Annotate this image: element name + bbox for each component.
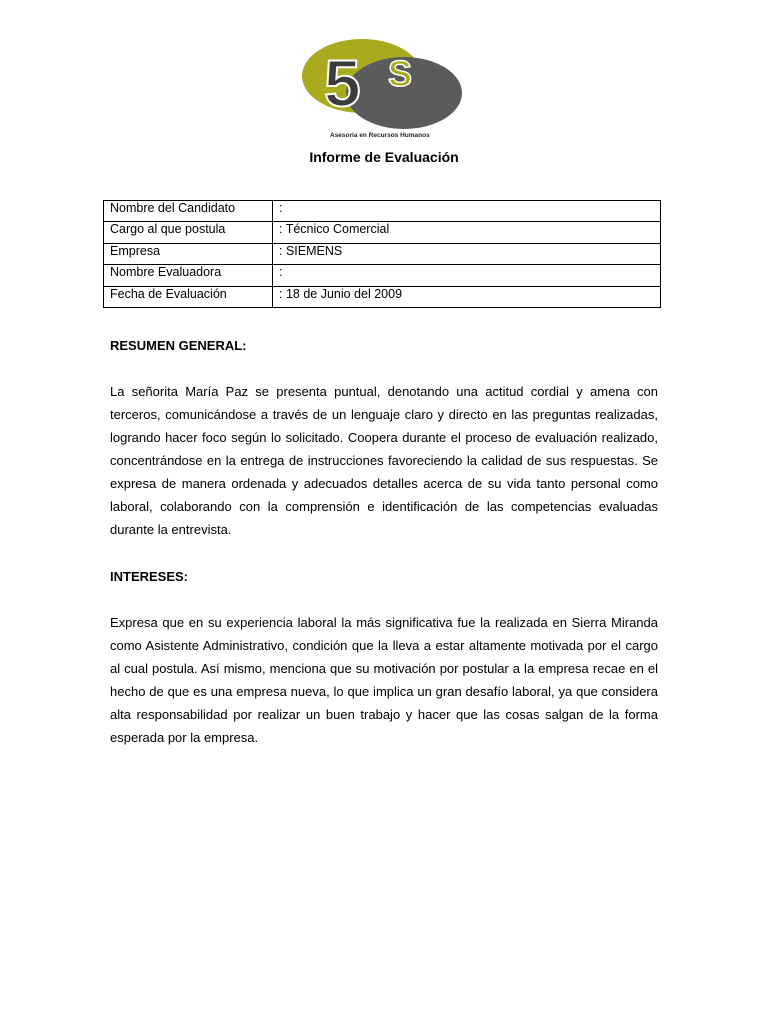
table-row [104,243,661,264]
resumen-heading: RESUMEN GENERAL: [110,338,247,353]
report-title: Informe de Evaluación [309,149,459,165]
table-row [104,222,661,243]
table-row [104,201,661,222]
field-label: Empresa [104,243,273,264]
candidate-info-table [103,200,661,308]
logo-caption: Asesoría en Recursos Humanos [330,132,430,139]
field-label: Cargo al que postula [104,222,273,243]
field-label: Nombre Evaluadora [104,265,273,286]
svg-text:5: 5 [324,46,361,120]
intereses-paragraph: Expresa que en su experiencia laboral la más significativa fue la realizada en Sierra Miranda como Asistente Administrativo, condición que la lleva a estar altamente motivada por el cargo al cual postula. Así mismo, menciona que su motivación por postular a la empresa recae en el hecho de que es una empresa nueva, lo que implica un gran desafío laboral, ya que considera alta responsabilidad por realizar un buen trabajo y hacer que las cosas salgan de la forma esperada por la empresa. [110,615,658,745]
field-label: Fecha de Evaluación [104,286,273,307]
table-row [104,286,661,307]
field-value: : [273,201,661,222]
company-logo [300,36,466,144]
intereses-heading: INTERESES: [110,569,189,584]
field-label: Nombre del Candidato [104,201,273,222]
svg-text:S: S [388,53,413,94]
field-value: : 18 de Junio del 2009 [273,286,661,307]
field-value: : Técnico Comercial [273,222,661,243]
table-row [104,265,661,286]
field-value: : SIEMENS [273,243,661,264]
logo-5s-icon [300,36,466,132]
resumen-paragraph: La señorita María Paz se presenta puntual, denotando una actitud cordial y amena con terceros, comunicándose a través de un lenguaje claro y directo en las preguntas realizadas, logrando hacer foco según lo solicitado. Coopera durante el proceso de evaluación realizado, concentrándose en la entrega de instrucciones favoreciendo la calidad de sus respuestas. Se expresa de manera ordenada y adecuados detalles acerca de su vida tanto personal como laboral, colaborando con la comprensión e identificación de las competencias evaluadas durante la entrevista. [110,384,658,537]
field-value: : [273,265,661,286]
